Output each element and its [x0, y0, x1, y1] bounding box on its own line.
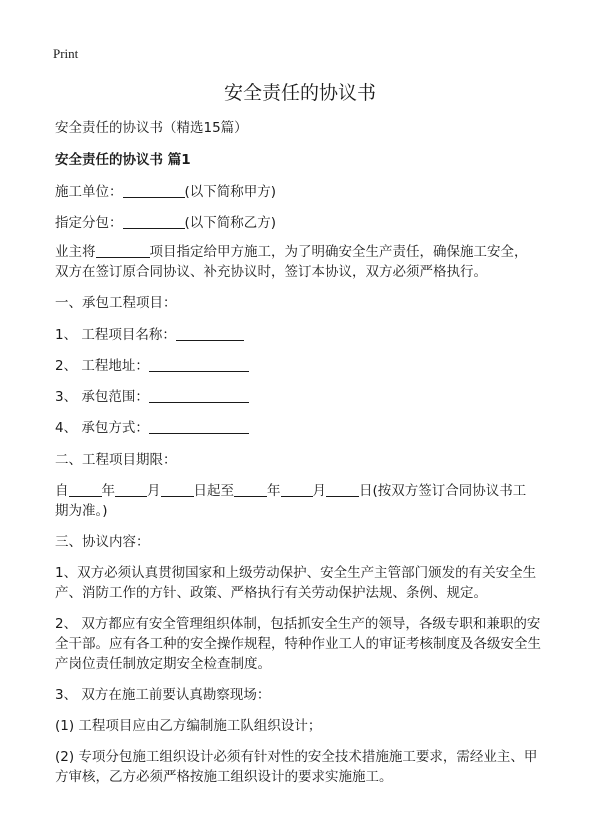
party-a-label: 施工单位：	[55, 184, 123, 200]
item-project-address	[55, 356, 249, 376]
clause-2-line-3: 产岗位责任制放定期安全检查制度。	[55, 656, 271, 672]
owner-blank	[96, 243, 150, 258]
end-month-blank	[281, 482, 313, 497]
party-b-label: 指定分包：	[55, 215, 123, 231]
period-word: 月	[147, 483, 161, 499]
intro-after: 项目指定给甲方施工，为了明确安全生产责任，确保施工安全，	[149, 244, 528, 260]
party-a-suffix: (以下简称甲方)	[184, 184, 277, 200]
item-label: 1、 工程项目名称：	[55, 327, 176, 343]
start-month-blank	[115, 482, 147, 497]
end-year-blank	[234, 482, 267, 497]
party-a-line	[55, 182, 276, 202]
item-label: 3、 承包范围：	[55, 389, 149, 405]
party-b-line	[55, 213, 276, 233]
item-label: 4、 承包方式：	[55, 420, 149, 436]
contract-scope-blank	[149, 388, 249, 403]
intro-line-2: 双方在签订原合同协议、补充协议时，签订本协议，双方必须严格执行。	[55, 264, 487, 280]
sub-item-2-line-1: (2) 专项分包施工组织设计必须有针对性的安全技术措施施工要求，需经业主、甲	[55, 749, 538, 765]
clause-2-line-2: 全干部。应有各工种的安全操作规程，特种作业工人的审证考核制度及各级安全生	[55, 636, 541, 652]
intro-line-1	[55, 242, 528, 262]
party-a-blank	[123, 183, 185, 198]
clause-2-line-1: 2、 双方都应有安全管理组织体制，包括抓安全生产的领导，各级专职和兼职的安	[55, 616, 541, 632]
start-day-blank	[161, 482, 194, 497]
party-b-suffix: (以下简称乙方)	[184, 215, 277, 231]
item-project-name	[55, 325, 244, 345]
sub-item-2-line-2: 方审核，乙方必须严格按施工组织设计的要求实施施工。	[55, 769, 393, 785]
clause-1-line-1: 1、双方必须认真贯彻国家和上级劳动保护、安全生产主管部门颁发的有关安全生	[55, 565, 537, 581]
section-3-title: 三、协议内容：	[55, 534, 150, 550]
period-word: 月	[312, 483, 326, 499]
section-2-title: 二、工程项目期限：	[55, 452, 177, 468]
intro-before: 业主将	[55, 244, 96, 260]
item-contract-scope	[55, 387, 249, 407]
period-line-2: 期为准。)	[55, 503, 108, 519]
section-heading: 安全责任的协议书 篇1	[55, 152, 191, 168]
item-label: 2、 工程地址：	[55, 358, 149, 374]
contract-method-blank	[149, 419, 249, 434]
period-word: 自	[55, 483, 69, 499]
end-day-blank	[326, 482, 359, 497]
print-label[interactable]: Print	[53, 46, 79, 61]
start-year-blank	[69, 482, 102, 497]
period-word: 年	[267, 483, 281, 499]
section-1-title: 一、承包工程项目：	[55, 295, 177, 311]
sub-item-1: (1) 工程项目应由乙方编制施工队组织设计；	[55, 718, 322, 734]
document-subtitle: 安全责任的协议书（精选15篇）	[55, 120, 248, 136]
period-word: 日(按双方签订合同协议书工	[359, 483, 527, 499]
party-b-blank	[123, 214, 185, 229]
period-line-1	[55, 481, 526, 501]
project-name-blank	[176, 326, 244, 341]
clause-1-line-2: 产、消防工作的方针、政策、严格执行有关劳动保护法规、条例、规定。	[55, 585, 487, 601]
document-title: 安全责任的协议书	[223, 82, 376, 104]
clause-3: 3、 双方在施工前要认真勘察现场：	[55, 687, 271, 703]
project-address-blank	[149, 357, 249, 372]
period-word: 日起至	[193, 483, 234, 499]
period-word: 年	[101, 483, 115, 499]
item-contract-method	[55, 418, 249, 438]
